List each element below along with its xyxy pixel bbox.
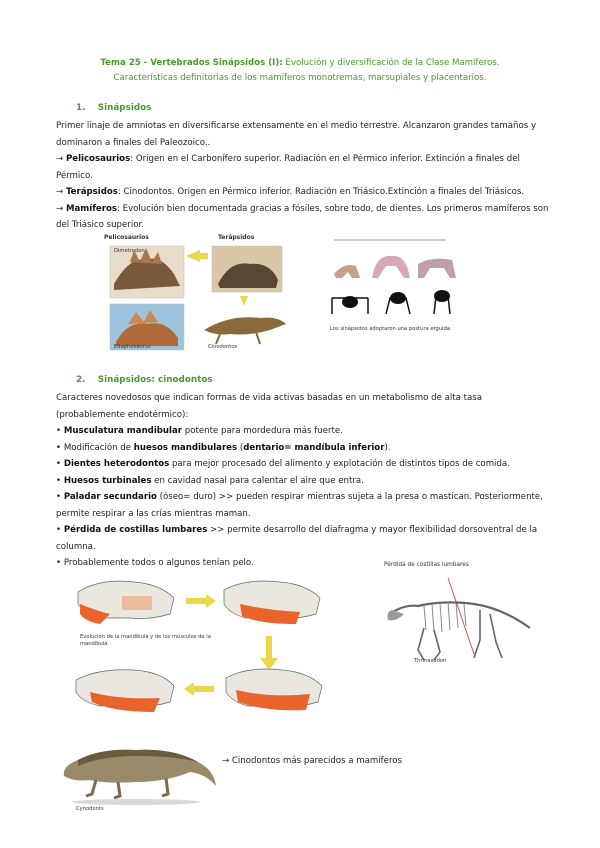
arrow-icon: → [56,154,66,164]
item-text: : Evolución bien documentada gracias a fósiles, sobre todo, de dientes. Los primeros mamíferos son del Triásico superior. [56,203,549,230]
caption-posture: Los sinápsidos adoptaron una postura erguida [330,326,451,332]
bullet: • [56,525,64,535]
title-line2: Características definitorias de los mamíferos monotremas, marsupiales y placentarios. [113,73,487,83]
arrow-icon: → [56,187,66,197]
section2-item [56,423,550,440]
section1-intro: Primer linaje de amniotas en diversificarse extensamente en el medio terrestre. Alcanzaron grandes tamaños y dominaron a finales del Paleozoico.. [56,121,537,148]
cynodont-note: → Cinodontos más parecidos a mamíferos [222,756,403,766]
item-text: para mejor procesado del alimento y explotación de distintos tipos de comida. [169,459,510,469]
section1-item [56,201,550,234]
cynodont-illustration [56,726,218,806]
caption-edaphosaurus: Edaphosaurus [114,344,151,350]
label-terapsidos: Terápsidos [218,234,255,241]
section1-number: 1. [76,103,86,113]
section2-intro: Caracteres novedosos que indican formas de vida activas basadas en un metabolismo de alta tasa (probablemente endotérmico): [56,393,482,420]
item-pre: Modificación de [63,442,134,453]
posture-figure [326,234,472,352]
item-text: ). [384,442,391,453]
caption-cinodontos: Cinodontos [208,344,238,350]
section1-item [56,184,550,201]
caption-dimetrodon: Dimetrodon [114,248,145,254]
caption-skeleton: Thrinaxodon [414,658,447,664]
section1-body [56,118,550,234]
section2-item [56,456,550,473]
term-dentario: dentario= mandíbula inferior [243,442,385,453]
term-musculatura: Musculatura mandibular [63,426,183,436]
synapsid-figure [100,234,290,352]
section2-item [56,522,550,555]
arrow-icon: → [56,203,66,214]
item-text: : Origen en el Carbonífero superior. Radiación en el Pérmico inferior. Extinción a finales del Pérmico. [56,154,520,181]
cynodont-figure [56,726,218,816]
section1-title: Sinápsidos [97,103,152,113]
bullet: • [56,558,64,568]
title-bold: Tema 25 - Vertebrados Sinápsidos (I): [100,58,283,68]
term-paladar: Paladar secundario [63,492,157,502]
item-text: (óseo= duro) >> pueden respirar mientras sujeta a la presa o mastican. Posteriormente, permite respirar a las crías mientras maman. [56,492,543,519]
term-costillas: Pérdida de costillas lumbares [63,525,208,535]
section1-item [56,151,550,184]
term-pelicosaurios: Pelicosaurios [65,154,131,164]
term-terapsidos: Terápsidos [65,187,118,197]
title-rest: Evolución y diversificación de la Clase Mamíferos. [282,58,500,68]
item-text: en cavidad nasal para calentar el aire que entra. [151,475,364,486]
bullet: • [56,442,64,453]
term-huesos-turbinales: Huesos turbinales [63,475,152,486]
skeleton-illustration [384,570,534,670]
term-mamiferos: Mamíferos [65,203,118,214]
section2-body [56,390,550,572]
section2-title: Sinápsidos: cinodontos [97,375,213,385]
caption-skull: Evolución de la mandíbula y de los músculos de la mandíbula [80,634,211,647]
item-text: : Cinodontos. Origen en Pérmico inferior. Radiación en Triásico.Extinción a finales del Triásicos. [117,187,525,197]
document-title [40,56,560,86]
item-text: potente para mordedura más fuerte. [182,426,343,436]
section2-item [56,489,550,522]
term-huesos-mandibulares: huesos mandibulares [133,442,238,453]
section2-item [56,473,550,490]
section2-heading [76,375,213,385]
bullet: • [56,492,64,502]
bullet: • [56,426,64,436]
posture-diagram [326,234,472,324]
item-text: Probablemente todos o algunos tenían pelo. [63,558,254,568]
caption-cynodonts: Cynodonts [76,806,104,812]
skull-figure [70,574,330,718]
item-text: ( [237,442,244,453]
section2-number: 2. [76,375,86,385]
section2-item [56,440,550,457]
caption-skeleton-title: Pérdida de costillas lumbares [384,562,469,568]
term-dientes: Dientes heterodontos [63,459,170,469]
section1-heading [76,103,151,113]
bullet: • [56,459,64,469]
skeleton-figure [384,562,534,670]
item-text: >> permite desarrollo del diafragma y mayor flexibilidad dorsoventral de la columna. [56,525,538,552]
label-pelicosaurios: Pelicosaurios [104,234,149,241]
bullet: • [56,475,64,486]
